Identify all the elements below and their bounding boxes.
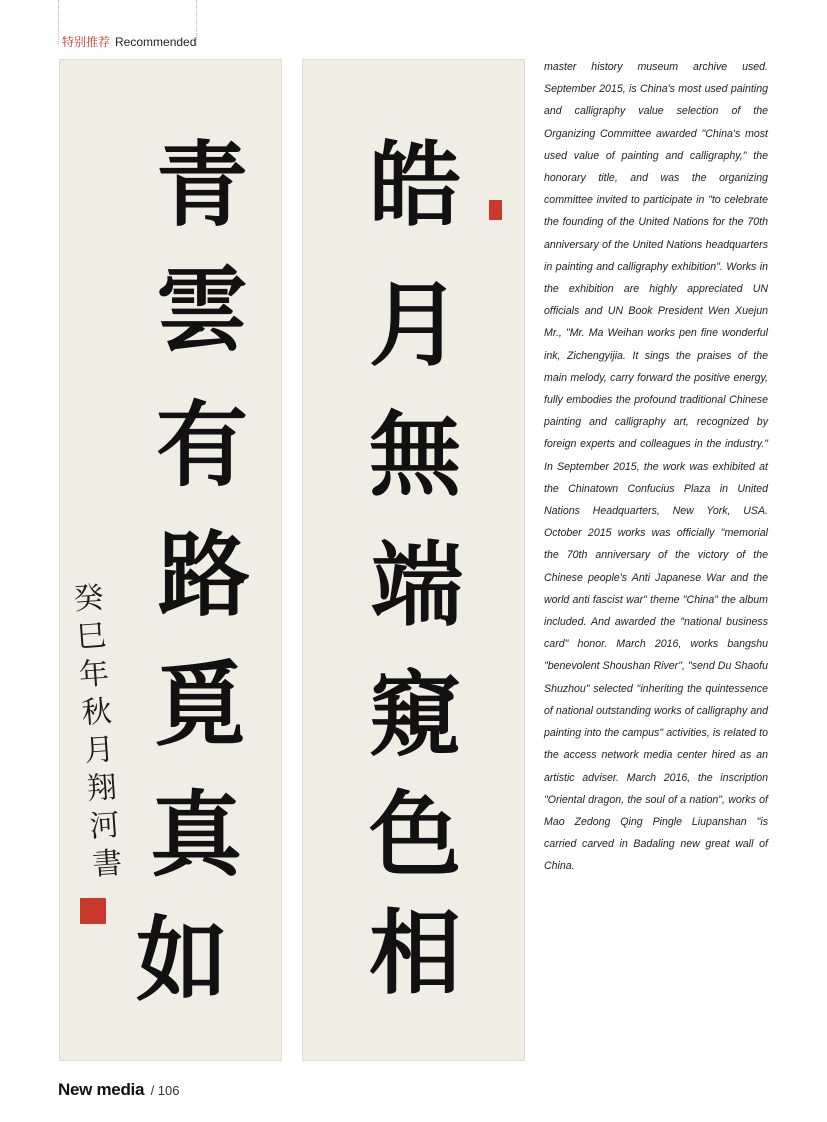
- calligraphy-character: 端: [370, 531, 463, 639]
- calligraphy-character: 皓: [368, 131, 461, 239]
- article-body: master history museum archive used. September 2015, is China's most used painting and calligraphy value selection of the Organizing Committee awarded "China's most used value of painting and calligraphy," the honorary title, and was the organizing committee invited to participate in "to celebrate the founding of the United Nations for the 70th anniversary of the United Nations headquarters in painting and calligraphy exhibition". Works in the exhibition are highly appreciated UN officials and UN Book President Wen Xuejun Mr., "Mr. Ma Weihan works pen fine wonderful ink, Zichengyijia. It sings the praises of the main melody, carry forward the positive energy, fully embodies the profound traditional Chinese painting and calligraphy art, recognized by foreign experts and colleagues in the industry." In September 2015, the work was exhibited at the Chinatown Confucius Plaza in United Nations Headquarters, New York, USA. October 2015 works was officially "memorial the 70th anniversary of the victory of the Chinese people's Anti Japanese War and the world anti fascist war" theme "China" the album included. And awarded the "national business card" honor. March 2016, works bangshu "benevolent Shoushan River", "send Du Shaofu Shuzhou" selected "inheriting the quintessence of national outstanding works of calligraphy and painting into the campus" activities, is related to the access network media center hired as an artistic adviser. March 2016, the inscription "Oriental dragon, the soul of a nation", works of Mao Zedong Qing Pingle Liupanshan "is carried carved in Badaling new great wall of China.: [544, 61, 768, 873]
- calligraphy-character: 相: [368, 899, 461, 1007]
- section-label-cn: 特别推荐: [62, 35, 111, 49]
- magazine-brand: New media: [58, 1080, 145, 1099]
- artist-signature: 癸巳年秋月 翔河書: [72, 580, 124, 883]
- page-number: / 106: [150, 1083, 180, 1098]
- section-label-en: Recommended: [115, 35, 197, 49]
- calligraphy-character: 窺: [368, 661, 461, 769]
- calligraphy-character: 青: [155, 131, 248, 239]
- calligraphy-character: 色: [368, 781, 461, 889]
- section-tag: [62, 33, 196, 50]
- artist-seal: [80, 898, 106, 924]
- leading-seal: [489, 200, 502, 220]
- calligraphy-character: 覓: [153, 651, 246, 759]
- header-divider-left: [58, 0, 59, 46]
- calligraphy-character: 如: [135, 906, 228, 1014]
- calligraphy-character: 無: [368, 401, 461, 509]
- page-footer: [58, 1080, 180, 1100]
- calligraphy-character: 月: [368, 271, 461, 379]
- calligraphy-character: 有: [155, 391, 248, 499]
- calligraphy-character: 路: [157, 521, 250, 629]
- calligraphy-scroll-right: [302, 59, 525, 1061]
- calligraphy-character: 雲: [155, 256, 248, 364]
- calligraphy-character: 真: [149, 781, 242, 889]
- calligraphy-scroll-left: [59, 59, 282, 1061]
